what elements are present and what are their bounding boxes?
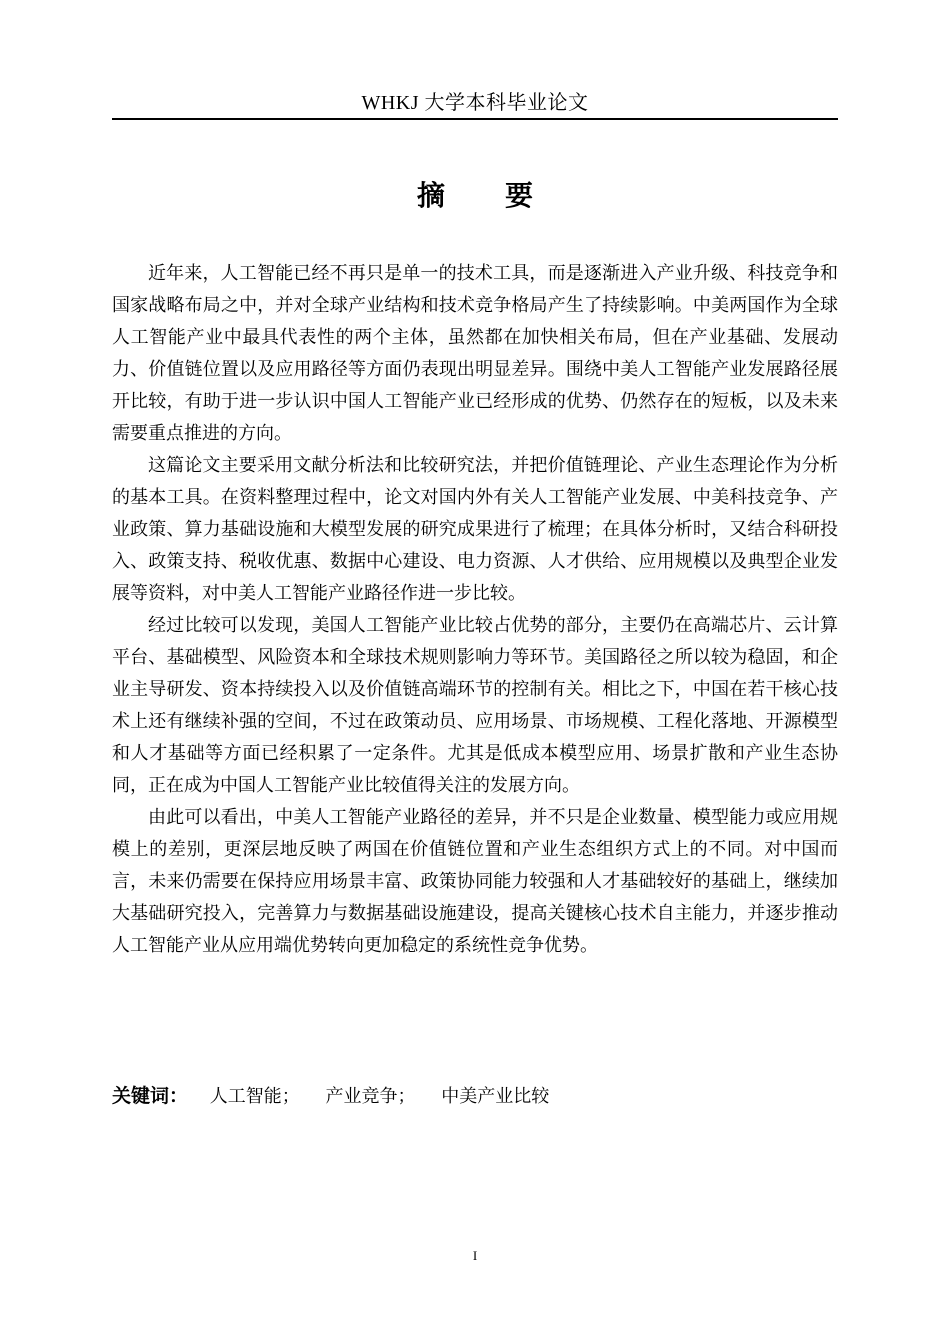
page-number: I bbox=[472, 1248, 478, 1263]
abstract-paragraph-2: 这篇论文主要采用文献分析法和比较研究法，并把价值链理论、产业生态理论作为分析的基本工具。在资料整理过程中，论文对国内外有关人工智能产业发展、中美科技竞争、产业政策、算力基础设施和大模型发展的研究成果进行了梳理；在具体分析时，又结合科研投入、政策支持、税收优惠、数据中心建设、电力资源、人才供给、应用规模以及典型企业发展等资料，对中美人工智能产业路径作进一步比较。 bbox=[112, 455, 838, 604]
keyword-item-1: 人工智能； bbox=[209, 1086, 300, 1107]
abstract-paragraph-4: 由此可以看出，中美人工智能产业路径的差异，并不只是企业数量、模型能力或应用规模上的差别，更深层地反映了两国在价值链位置和产业生态组织方式上的不同。对中国而言，未来仍需要在保持应用场景丰富、政策协同能力较强和人才基础较好的基础上，继续加大基础研究投入，完善算力与数据基础设施建设，提高关键核心技术自主能力，并逐步推动人工智能产业从应用端优势转向更加稳定的系统性竞争优势。 bbox=[112, 807, 838, 956]
abstract-body bbox=[112, 258, 838, 962]
keyword-item-3: 中美产业比较 bbox=[441, 1086, 550, 1107]
keywords-label: 关键词： bbox=[112, 1085, 189, 1107]
header-rule bbox=[112, 118, 838, 120]
abstract-title: 摘要 bbox=[416, 179, 593, 212]
keywords-line bbox=[112, 1080, 838, 1113]
keyword-item-2: 产业竞争； bbox=[325, 1086, 416, 1107]
abstract-paragraph-3: 经过比较可以发现，美国人工智能产业比较占优势的部分，主要仍在高端芯片、云计算平台、基础模型、风险资本和全球技术规则影响力等环节。美国路径之所以较为稳固，和企业主导研发、资本持续投入以及价值链高端环节的控制有关。相比之下，中国在若干核心技术上还有继续补强的空间，不过在政策动员、应用场景、市场规模、工程化落地、开源模型和人才基础等方面已经积累了一定条件。尤其是低成本模型应用、场景扩散和产业生态协同，正在成为中国人工智能产业比较值得关注的发展方向。 bbox=[112, 615, 838, 796]
running-header: WHKJ 大学本科毕业论文 bbox=[361, 92, 589, 114]
abstract-paragraph-1: 近年来，人工智能已经不再只是单一的技术工具，而是逐渐进入产业升级、科技竞争和国家战略布局之中，并对全球产业结构和技术竞争格局产生了持续影响。中美两国作为全球人工智能产业中最具代表性的两个主体，虽然都在加快相关布局，但在产业基础、发展动力、价值链位置以及应用路径等方面仍表现出明显差异。围绕中美人工智能产业发展路径展开比较，有助于进一步认识中国人工智能产业已经形成的优势、仍然存在的短板，以及未来需要重点推进的方向。 bbox=[112, 263, 838, 444]
